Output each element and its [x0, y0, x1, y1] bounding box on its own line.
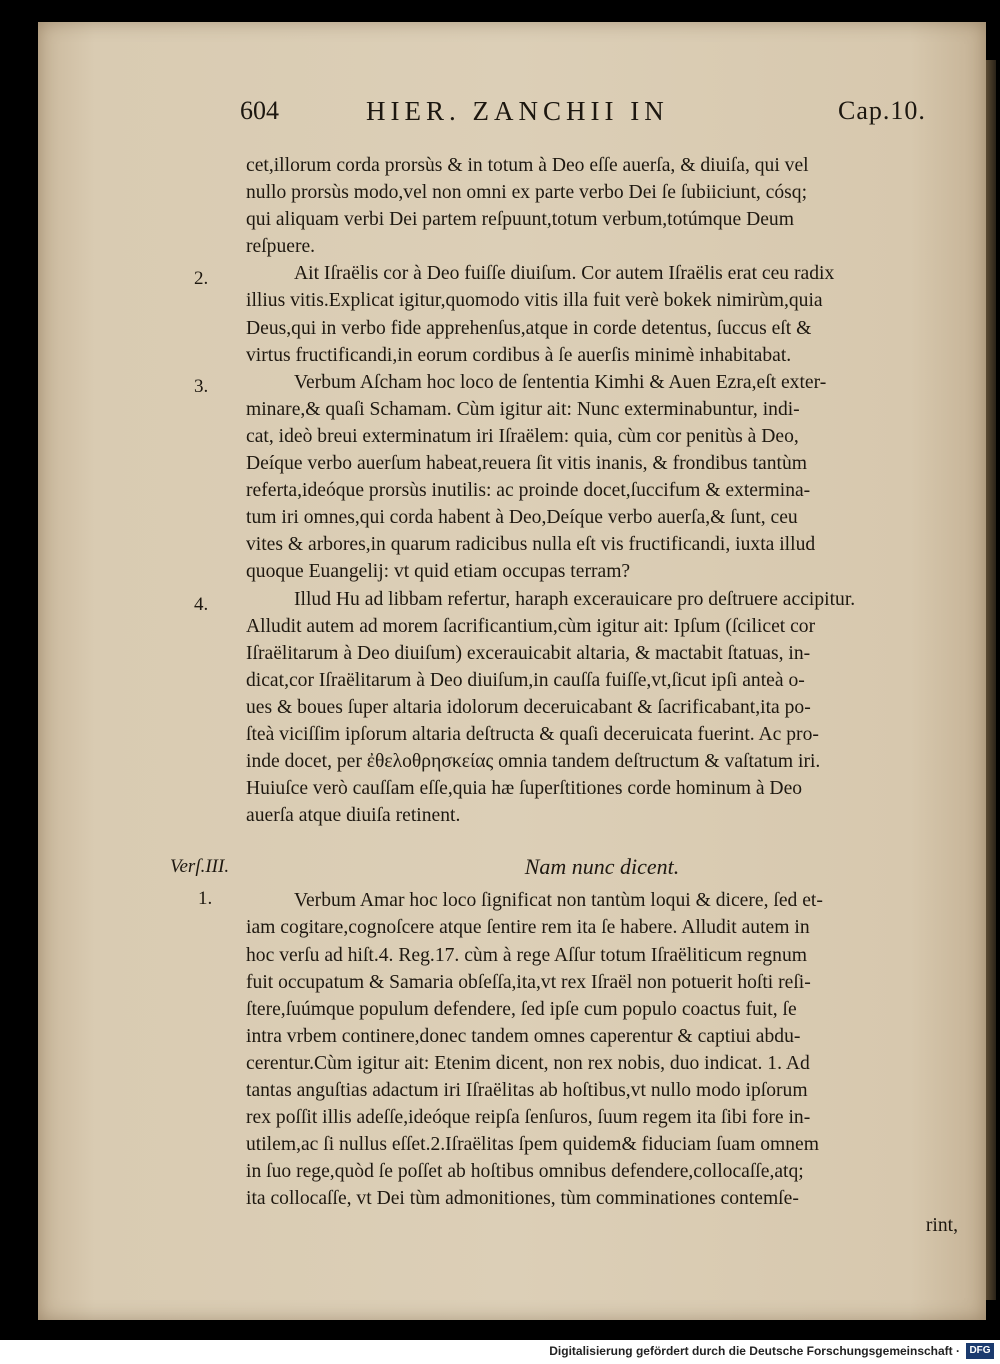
text-line: quoque Euangelij: vt quid etiam occupas terram?: [246, 561, 631, 583]
text-line: hoc verſu ad hiſt.4. Reg.17. cùm à rege Aſſur totum Iſraëliticum regnum: [246, 944, 807, 966]
text-line: virtus fructificandi,in eorum cordibus à ſe auerſis minimè inhabitabat.: [246, 344, 792, 366]
page-header: [38, 96, 986, 136]
page-number: 604: [240, 96, 279, 125]
dfg-logo-icon: DFG: [966, 1343, 994, 1359]
text-line: Deus,qui in verbo fide apprehenſus,atque in corde detentus, ſuccus eſt &: [246, 317, 812, 339]
paragraph: [246, 369, 958, 586]
text-line: intra vrbem continere,donec tandem omnes caperentur & captiui abdu-: [246, 1025, 801, 1047]
paragraph: [246, 586, 958, 830]
text-line: rex poſſit illis adeſſe,ideóque reipſa ſenſuros, ſuum regem ita ſibi fore in-: [246, 1107, 811, 1129]
text-line: cerentur.Cùm igitur ait: Etenim dicent, non rex nobis, duo indicat. 1. Ad: [246, 1052, 810, 1074]
text-line: fuit occupatum & Samaria obſeſſa,ita,vt rex Iſraël non potuerit hoſti reſi-: [246, 971, 811, 993]
text-line: reſpuere.: [246, 236, 316, 258]
text-line: illius vitis.Explicat igitur,quomodo vitis illa fuit verè bokek nimirùm,quia: [246, 290, 823, 312]
text-line: ues & boues ſuper altaria idolorum deceruicabant & ſacrificabant,ita po-: [246, 696, 811, 718]
text-line: ſtere,ſuúmque populum defendere, ſed ipſe cum populo coactus fuit, ſe: [246, 998, 797, 1020]
text-line: cet,illorum corda prorsùs & in totum à Deo eſſe auerſa, & diuiſa, qui vel: [246, 155, 809, 176]
spacer: [246, 829, 958, 847]
text-line: cat, ideò breui exterminatum iri Iſraëlem: quia, cùm cor penitùs à Deo,: [246, 425, 799, 447]
text-line: qui aliquam verbi Dei partem reſpuunt,totum verbum,totúmque Deum: [246, 209, 794, 231]
text-line: nullo prorsùs modo,vel non omni ex parte verbo Dei ſe ſubiiciunt, cósq;: [246, 182, 808, 204]
text-line: rint,: [925, 1215, 958, 1237]
text-line: tum iri omnes,qui corda habent à Deo,Deíque verbo auerſa,& ſunt, ceu: [246, 507, 798, 529]
margin-note: 2.: [194, 268, 209, 289]
scan-edge: [986, 60, 996, 1300]
margin-note: 4.: [194, 594, 209, 615]
text-line: in ſuo rege,quòd ſe poſſet ab hoſtibus omnibus defendere,collocaſſe,atq;: [246, 1161, 804, 1183]
text-line: referta,ideóque prorsùs inutilis: ac proinde docet,ſuccifum & extermina-: [246, 480, 811, 502]
text-line: tantas anguſtias adactum iri Iſraëlitas ab hoſtibus,vt nullo modo ipſorum: [246, 1080, 808, 1101]
section-title: Nam nunc dicent.: [524, 854, 680, 880]
margin-note-verse: Verſ.III.: [170, 856, 230, 877]
text-line: Ait Iſraëlis cor à Deo fuiſſe diuiſum. Cor autem Iſraëlis erat ceu radix: [294, 263, 835, 285]
paragraph: [246, 887, 958, 1239]
text-line: Deíque verbo auerſum habeat,reuera ſit vitis inanis, & frondibus tantùm: [246, 453, 807, 475]
chapter-label: Cap.10.: [838, 96, 926, 125]
margin-note: 1.: [198, 888, 213, 909]
margin-note: 3.: [194, 376, 209, 397]
text-line: Verbum Amar hoc loco ſignificat non tantùm loqui & dicere, ſed et-: [294, 890, 823, 912]
body-text: [246, 152, 958, 1240]
text-line: utilem,ac ſi nullus eſſet.2.Iſraëlitas ſpem quidem& fiduciam ſuam omnem: [246, 1134, 819, 1156]
paragraph: [246, 260, 958, 368]
text-line: Huiuſce verò cauſſam eſſe,quia hæ ſuperſtitiones corde hominum à Deo: [246, 778, 803, 800]
text-line: Iſraëlitarum à Deo diuiſum) excerauicabit altaria, & mactabit ſtatuas, in-: [246, 642, 811, 664]
text-line: inde docet, per ἐθελοθρησκείας omnia tandem deſtructum & vaſtatum iri.: [246, 751, 821, 773]
text-line: minare,& quaſi Schamam. Cùm igitur ait: Nunc exterminabuntur, indi-: [246, 398, 800, 420]
text-line: Alludit autem ad morem ſacrificantium,cùm igitur ait: Ipſum (ſcilicet cor: [246, 615, 816, 637]
paragraph: [246, 152, 958, 260]
text-line: iam cogitare,cognoſcere atque ſentire rem ita ſe habere. Alludit autem in: [246, 917, 810, 939]
footer-bar: [0, 1340, 1000, 1364]
text-line: dicat,cor Iſraëlitarum à Deo diuiſum,in cauſſa fuiſſe,vt,ſicut ipſi anteà o-: [246, 669, 805, 691]
text-line: Illud Hu ad libbam refertur, haraph excerauicare pro deſtruere accipitur.: [294, 588, 856, 610]
footer-credit: Digitalisierung gefördert durch die Deutsche Forschungsgemeinschaft ·: [549, 1344, 960, 1358]
text-line: auerſa atque diuiſa retinent.: [246, 805, 461, 827]
text-line: ita collocaſſe, vt Dei tùm admonitiones, tùm comminationes contemſe-: [246, 1188, 799, 1210]
running-head: HIER. ZANCHII IN: [366, 96, 669, 126]
text-line: ſteà viciſſim ipſorum altaria deſtructa & quaſi deceruicata fuerint. Ac pro-: [246, 723, 819, 745]
book-page: [38, 22, 986, 1320]
text-line: Verbum Aſcham hoc loco de ſententia Kimhi & Auen Ezra,eſt exter-: [294, 371, 827, 393]
text-line: vites & arbores,in quarum radicibus nulla eſt vis fructificandi, iuxta illud: [246, 534, 816, 556]
